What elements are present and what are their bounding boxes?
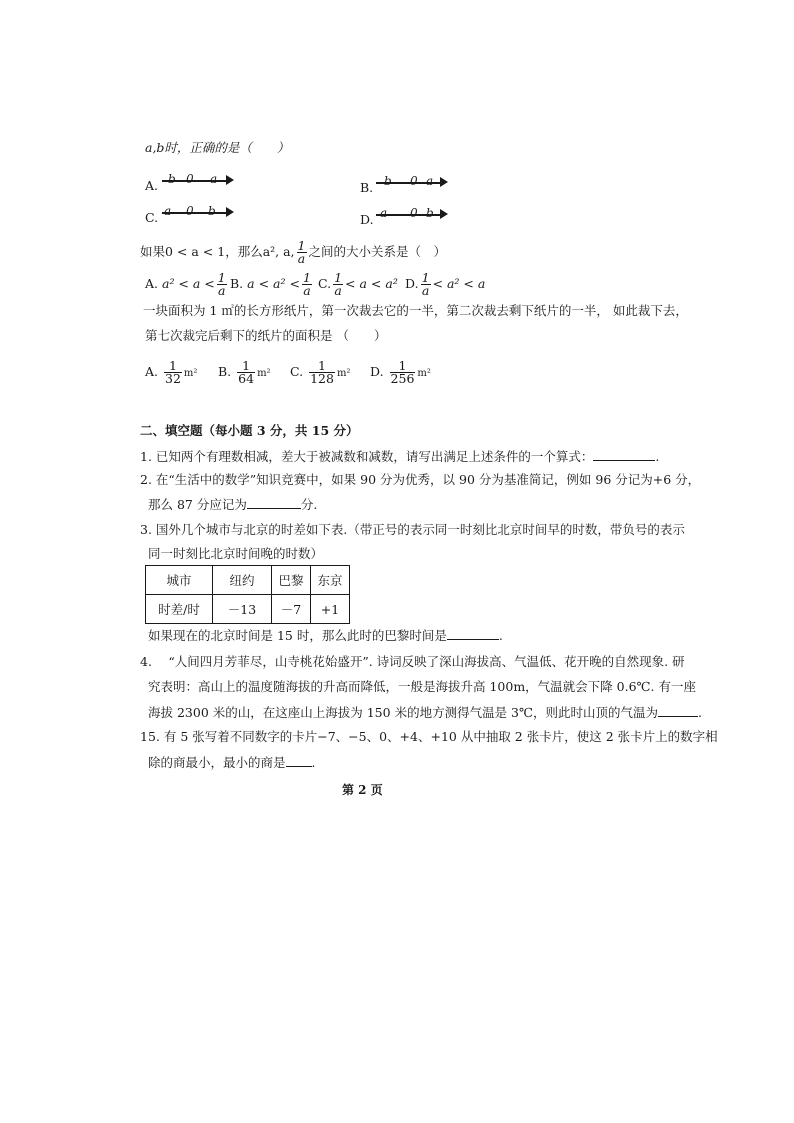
q10-d-unit: m² — [417, 368, 431, 379]
q10-d-den: 256 — [390, 371, 415, 386]
question-11 — [140, 448, 659, 465]
question-14-line-1 — [140, 654, 685, 670]
q13-answer-blank[interactable] — [447, 627, 499, 640]
q8-option-b-label: B. — [360, 180, 374, 195]
q10-a-den: 32 — [165, 371, 181, 386]
q15-text-b: . — [311, 755, 316, 770]
q8-option-c-number-line — [162, 204, 234, 222]
q10-d-num: 1 — [390, 360, 416, 373]
q11-text: 1. 已知两个有理数相减，差大于被减数和减数，请写出满足上述条件的一个算式： — [140, 449, 594, 464]
q9-frac-den: a — [297, 251, 306, 266]
q9-c-num: 1 — [334, 270, 343, 285]
q9-b-label: B. — [230, 276, 244, 291]
q10-option-d — [370, 360, 431, 385]
q8-d-mark-2: 0 — [410, 206, 418, 220]
q10-d-label: D. — [370, 364, 384, 379]
q13-end: . — [498, 628, 503, 643]
q8-d-mark-1: a — [380, 206, 388, 220]
q10-a-num: 1 — [164, 360, 182, 373]
q9-b-num: 1 — [302, 270, 311, 285]
q9-d-num: 1 — [421, 270, 430, 285]
q10-option-a — [145, 360, 197, 385]
q8-c-mark-1: a — [164, 204, 172, 218]
q10-option-c — [290, 360, 350, 385]
q8-a-mark-1: b — [168, 172, 176, 186]
q12-answer-blank[interactable] — [247, 496, 301, 509]
table-header-tokyo: 东京 — [311, 566, 350, 595]
q10-c-unit: m² — [336, 368, 351, 379]
table-cell-newyork: －13 — [213, 595, 272, 624]
table-cell-label: 时差/时 — [146, 595, 213, 624]
q10-b-den: 64 — [238, 371, 255, 386]
q9-c-right: < a < a² — [345, 276, 398, 291]
q14-line-3-text: 海拔 2300 米的山，在这座山上海拔为 150 米的地方测得气温是 3℃，则此时山顶的气温为 — [148, 705, 658, 720]
q8-d-mark-3: b — [426, 206, 434, 220]
q9-suffix: 之间的大小关系是（ ） — [308, 244, 447, 259]
q8-a-mark-2: 0 — [186, 172, 194, 186]
q8-option-a-number-line — [162, 172, 234, 190]
q11-end: . — [655, 449, 660, 464]
table-header-city: 城市 — [146, 566, 213, 595]
q9-b-left: a < a² < — [247, 276, 300, 291]
q8-option-d-number-line — [376, 206, 448, 224]
q8-option-b-number-line — [376, 174, 448, 192]
question-14-line-2: 究表明：高山上的温度随海拔的升高而降低，一般是海拔升高 100m，气温就会下降 0.6℃. 有一座 — [148, 679, 696, 694]
table-cell-tokyo: +1 — [311, 595, 350, 624]
q14-answer-blank[interactable] — [658, 704, 698, 717]
q9-a-left: a² < a < — [162, 276, 215, 291]
q14-number: 4. — [140, 654, 152, 669]
q9-c-den: a — [334, 283, 342, 298]
q8-c-mark-3: b — [208, 204, 216, 218]
q8-b-mark-3: a — [426, 174, 434, 188]
table-header-paris: 巴黎 — [272, 566, 311, 595]
q8-c-mark-2: 0 — [186, 204, 194, 218]
q10-a-label: A. — [145, 364, 159, 379]
q12-text-b: 分. — [300, 497, 318, 512]
q8-option-d-label: D. — [360, 212, 374, 227]
table-row — [146, 595, 350, 624]
q9-d-den: a — [421, 283, 430, 298]
q9-option-d — [405, 272, 485, 297]
q12-text-a: 那么 87 分应记为 — [148, 497, 247, 512]
q10-c-label: C. — [290, 364, 304, 379]
q9-option-c — [318, 272, 398, 297]
q8-a-mark-3: a — [210, 172, 218, 186]
q11-answer-blank[interactable] — [593, 448, 655, 461]
q13-text: 如果现在的北京时间是 15 时，那么此时的巴黎时间是 — [148, 628, 447, 643]
question-12-line-1: 2. 在“生活中的数学”知识竞赛中，如果 90 分为优秀，以 90 分为基准简记，例如 96 分记为+6 分， — [140, 472, 701, 487]
q10-option-b — [218, 360, 271, 385]
question-9-stem — [140, 240, 446, 265]
question-15-line-1: 15. 有 5 张写着不同数字的卡片−7、−5、0、+4、+10 从中抽取 2 张卡片，使这 2 张卡片上的数字相 — [140, 729, 718, 744]
time-difference-table — [145, 565, 350, 624]
q9-a-den: a — [218, 283, 226, 298]
page-number: 第 2 页 — [342, 783, 383, 797]
question-15-line-2 — [148, 754, 316, 771]
q8-b-mark-1: b — [384, 174, 392, 188]
q10-b-unit: m² — [257, 368, 271, 379]
question-8-tail: a,b时，正确的是（ ） — [145, 140, 290, 155]
table-header-newyork: 纽约 — [213, 566, 272, 595]
question-10-line-2: 第七次裁完后剩下的纸片的面积是 （ ） — [145, 328, 387, 343]
q8-b-mark-2: 0 — [410, 174, 418, 188]
q8-option-a-label: A. — [145, 178, 159, 193]
question-13-line-2: 同一时刻比北京时间晚的时数） — [148, 546, 324, 561]
q9-prefix: 如果0 < a < 1，那么a², a, — [140, 244, 295, 259]
q9-b-den: a — [303, 283, 311, 298]
q9-frac-num: 1 — [297, 238, 306, 253]
table-cell-paris: －7 — [272, 595, 311, 624]
question-10-line-1: 一块面积为 1 ㎡的长方形纸片，第一次裁去它的一半，第二次裁去剩下纸片的一半， 如此裁下去， — [143, 303, 688, 318]
question-13-line-3 — [148, 627, 503, 644]
q9-option-a — [145, 272, 229, 297]
q9-d-right: < a² < a — [432, 276, 486, 291]
section-2-title: 二、填空题（每小题 3 分，共 15 分） — [140, 423, 359, 438]
q9-option-b — [230, 272, 314, 297]
question-13-line-1: 3. 国外几个城市与北京的时差如下表.（带正号的表示同一时刻比北京时间早的时数，带负号的表示 — [140, 522, 685, 537]
q15-text-a: 除的商最小，最小的商是 — [148, 755, 286, 770]
q9-a-label: A. — [145, 276, 159, 291]
q14-line-1-text: “人间四月芳菲尽，山寺桃花始盛开”. 诗词反映了深山海拔高、气温低、花开晚的自然现象. 研 — [168, 654, 685, 669]
q10-b-num: 1 — [237, 360, 255, 373]
q10-c-num: 1 — [309, 360, 335, 373]
q9-d-label: D. — [405, 276, 419, 291]
q9-a-num: 1 — [217, 270, 226, 285]
q10-c-den: 128 — [310, 371, 334, 386]
q10-a-unit: m² — [183, 368, 198, 379]
q10-b-label: B. — [218, 364, 232, 379]
table-row — [146, 566, 350, 595]
q9-c-label: C. — [318, 276, 332, 291]
q14-end: . — [697, 705, 702, 720]
question-14-line-3 — [148, 704, 702, 721]
q15-answer-blank[interactable] — [286, 754, 312, 767]
question-12-line-2 — [148, 496, 317, 513]
q8-option-c-label: C. — [145, 210, 159, 225]
